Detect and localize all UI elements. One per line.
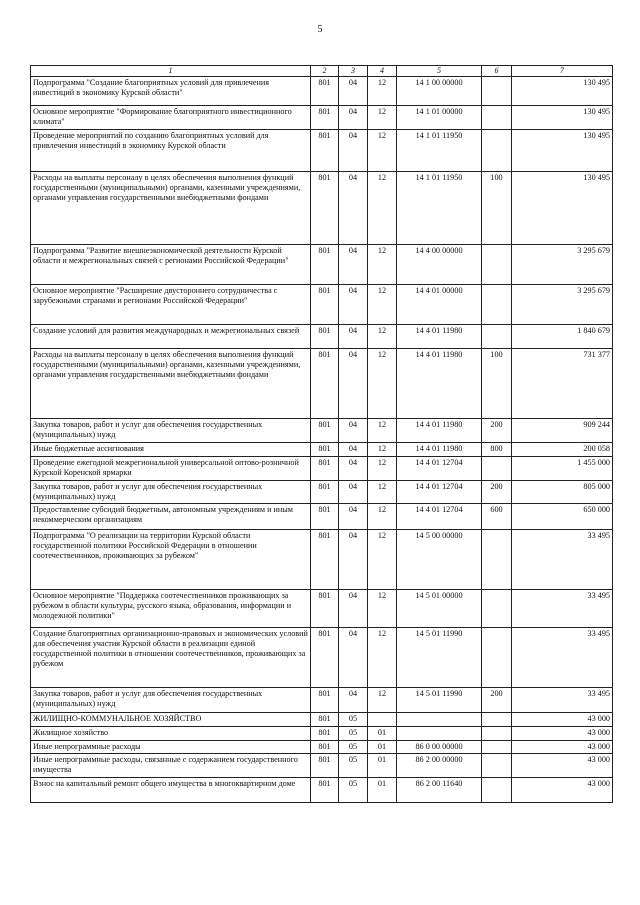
- target-article-code: 14 4 01 11980: [397, 418, 482, 442]
- expense-type-code: [482, 456, 512, 480]
- expense-type-code: 200: [482, 418, 512, 442]
- amount: 33 495: [512, 589, 613, 627]
- subsection-code: 01: [368, 726, 397, 740]
- section-code: 04: [339, 687, 368, 712]
- section-code: 04: [339, 627, 368, 687]
- amount: 650 000: [512, 503, 613, 529]
- target-article-code: [397, 712, 482, 726]
- row-description: Расходы на выплаты персоналу в целях обеспечения выполнения функций государственными (муниципальными) органами, казенными учреждениями, органами управления государственными внебюджетными фондами: [31, 348, 311, 418]
- target-article-code: 14 4 01 12704: [397, 456, 482, 480]
- expense-type-code: [482, 105, 512, 129]
- section-code: 04: [339, 418, 368, 442]
- expense-type-code: [482, 284, 512, 324]
- section-code: 05: [339, 712, 368, 726]
- subsection-code: 12: [368, 418, 397, 442]
- column-number: 7: [512, 66, 613, 77]
- section-code: 04: [339, 503, 368, 529]
- table-row: [31, 753, 613, 777]
- department-code: 801: [311, 284, 339, 324]
- amount: 43 000: [512, 753, 613, 777]
- section-code: 04: [339, 129, 368, 171]
- subsection-code: 12: [368, 589, 397, 627]
- table-row: [31, 244, 613, 284]
- column-number: 5: [397, 66, 482, 77]
- subsection-code: 01: [368, 740, 397, 753]
- amount: 200 058: [512, 442, 613, 456]
- department-code: 801: [311, 740, 339, 753]
- department-code: 801: [311, 456, 339, 480]
- subsection-code: 12: [368, 687, 397, 712]
- section-code: 04: [339, 324, 368, 348]
- department-code: 801: [311, 726, 339, 740]
- expense-type-code: [482, 324, 512, 348]
- target-article-code: 14 1 00 00000: [397, 76, 482, 105]
- section-code: 05: [339, 740, 368, 753]
- subsection-code: 12: [368, 284, 397, 324]
- expense-type-code: [482, 627, 512, 687]
- budget-table: [30, 65, 613, 803]
- row-description: Создание условий для развития международных и межрегиональных связей: [31, 324, 311, 348]
- amount: 43 000: [512, 777, 613, 802]
- row-description: Расходы на выплаты персоналу в целях обеспечения выполнения функций государственными (муниципальными) органами, казенными учреждениями, органами управления государственными внебюджетными фондами: [31, 171, 311, 244]
- amount: 130 495: [512, 76, 613, 105]
- department-code: 801: [311, 129, 339, 171]
- department-code: 801: [311, 687, 339, 712]
- amount: 33 495: [512, 627, 613, 687]
- target-article-code: 14 5 00 00000: [397, 529, 482, 589]
- row-description: Создание благоприятных организационно-правовых и экономических условий для обеспечения участия Курской области в реализации единой государственной политики в отношении соотечественников, проживающих за рубежом: [31, 627, 311, 687]
- column-number: 4: [368, 66, 397, 77]
- table-row: [31, 442, 613, 456]
- department-code: 801: [311, 529, 339, 589]
- row-description: Закупка товаров, работ и услуг для обеспечения государственных (муниципальных) нужд: [31, 687, 311, 712]
- section-code: 04: [339, 529, 368, 589]
- department-code: 801: [311, 589, 339, 627]
- table-row: [31, 726, 613, 740]
- amount: 43 000: [512, 712, 613, 726]
- expense-type-code: [482, 777, 512, 802]
- row-description: Закупка товаров, работ и услуг для обеспечения государственных (муниципальных) нужд: [31, 418, 311, 442]
- section-code: 04: [339, 284, 368, 324]
- subsection-code: 12: [368, 442, 397, 456]
- expense-type-code: [482, 753, 512, 777]
- department-code: 801: [311, 777, 339, 802]
- section-code: 04: [339, 480, 368, 503]
- expense-type-code: [482, 76, 512, 105]
- department-code: 801: [311, 324, 339, 348]
- target-article-code: 14 4 01 11980: [397, 324, 482, 348]
- section-code: 04: [339, 244, 368, 284]
- section-code: 04: [339, 76, 368, 105]
- department-code: 801: [311, 76, 339, 105]
- target-article-code: 14 4 01 00000: [397, 284, 482, 324]
- section-code: 04: [339, 456, 368, 480]
- amount: 731 377: [512, 348, 613, 418]
- section-code: 04: [339, 171, 368, 244]
- subsection-code: 01: [368, 753, 397, 777]
- target-article-code: 14 4 00 00000: [397, 244, 482, 284]
- amount: 1 455 000: [512, 456, 613, 480]
- table-row: [31, 712, 613, 726]
- table-row: [31, 456, 613, 480]
- table-row: [31, 284, 613, 324]
- target-article-code: 14 5 01 11990: [397, 687, 482, 712]
- table-row: [31, 129, 613, 171]
- row-description: Предоставление субсидий бюджетным, автономным учреждениям и иным некоммерческим организациям: [31, 503, 311, 529]
- department-code: 801: [311, 712, 339, 726]
- expense-type-code: 200: [482, 480, 512, 503]
- section-code: 04: [339, 442, 368, 456]
- section-code: 05: [339, 753, 368, 777]
- department-code: 801: [311, 105, 339, 129]
- amount: 909 244: [512, 418, 613, 442]
- row-description: Основное мероприятие "Поддержка соотечественников проживающих за рубежом в области культуры, русского языка, образования, информации и молодежной политики": [31, 589, 311, 627]
- department-code: 801: [311, 418, 339, 442]
- column-number: 3: [339, 66, 368, 77]
- department-code: 801: [311, 753, 339, 777]
- section-code: 05: [339, 777, 368, 802]
- subsection-code: 12: [368, 324, 397, 348]
- page-number: 5: [317, 24, 323, 35]
- amount: 805 000: [512, 480, 613, 503]
- row-description: Проведение мероприятий по созданию благоприятных условий для привлечения инвестиций в экономику Курской области: [31, 129, 311, 171]
- expense-type-code: [482, 726, 512, 740]
- target-article-code: 14 4 01 12704: [397, 503, 482, 529]
- table-row: [31, 105, 613, 129]
- table-row: [31, 348, 613, 418]
- department-code: 801: [311, 627, 339, 687]
- expense-type-code: 800: [482, 442, 512, 456]
- target-article-code: 86 2 00 11640: [397, 777, 482, 802]
- amount: 43 000: [512, 740, 613, 753]
- table-row: [31, 171, 613, 244]
- subsection-code: 12: [368, 456, 397, 480]
- target-article-code: 14 4 01 11980: [397, 348, 482, 418]
- row-description: Подпрограмма "Развитие внешнеэкономической деятельности Курской области и межрегиональных связей с регионами Российской Федерации": [31, 244, 311, 284]
- subsection-code: 12: [368, 348, 397, 418]
- row-description: Основное мероприятие "Расширение двустороннего сотрудничества с зарубежными странами и регионами Российской Федерации": [31, 284, 311, 324]
- target-article-code: 86 2 00 00000: [397, 753, 482, 777]
- row-description: Основное мероприятие "Формирование благоприятного инвестиционного климата": [31, 105, 311, 129]
- table-row: [31, 627, 613, 687]
- amount: 130 495: [512, 171, 613, 244]
- expense-type-code: [482, 129, 512, 171]
- row-description: Подпрограмма "О реализации на территории Курской области государственной политики Российской Федерации в отношении соотечественников, проживающих за рубежом": [31, 529, 311, 589]
- table-row: [31, 503, 613, 529]
- column-number: 6: [482, 66, 512, 77]
- target-article-code: 86 0 00 00000: [397, 740, 482, 753]
- row-description: ЖИЛИЩНО-КОММУНАЛЬНОЕ ХОЗЯЙСТВО: [31, 712, 311, 726]
- section-code: 04: [339, 589, 368, 627]
- section-code: 05: [339, 726, 368, 740]
- subsection-code: 12: [368, 244, 397, 284]
- department-code: 801: [311, 171, 339, 244]
- department-code: 801: [311, 348, 339, 418]
- department-code: 801: [311, 480, 339, 503]
- subsection-code: 12: [368, 171, 397, 244]
- expense-type-code: [482, 529, 512, 589]
- target-article-code: 14 5 01 00000: [397, 589, 482, 627]
- amount: 33 495: [512, 529, 613, 589]
- table-row: [31, 324, 613, 348]
- table-row: [31, 418, 613, 442]
- target-article-code: 14 4 01 11980: [397, 442, 482, 456]
- table-row: [31, 589, 613, 627]
- subsection-code: 12: [368, 480, 397, 503]
- column-number: 2: [311, 66, 339, 77]
- target-article-code: 14 1 01 00000: [397, 105, 482, 129]
- amount: 43 000: [512, 726, 613, 740]
- row-description: Иные непрограммные расходы: [31, 740, 311, 753]
- expense-type-code: [482, 740, 512, 753]
- subsection-code: 12: [368, 529, 397, 589]
- row-description: Взнос на капитальный ремонт общего имущества в многоквартирном доме: [31, 777, 311, 802]
- expense-type-code: 600: [482, 503, 512, 529]
- expense-type-code: [482, 712, 512, 726]
- department-code: 801: [311, 442, 339, 456]
- subsection-code: 12: [368, 76, 397, 105]
- table-row: [31, 76, 613, 105]
- target-article-code: [397, 726, 482, 740]
- expense-type-code: [482, 589, 512, 627]
- target-article-code: 14 5 01 11990: [397, 627, 482, 687]
- table-row: [31, 480, 613, 503]
- amount: 3 295 679: [512, 244, 613, 284]
- subsection-code: 12: [368, 105, 397, 129]
- subsection-code: [368, 712, 397, 726]
- table-row: [31, 777, 613, 802]
- subsection-code: 01: [368, 777, 397, 802]
- expense-type-code: [482, 244, 512, 284]
- department-code: 801: [311, 503, 339, 529]
- target-article-code: 14 4 01 12704: [397, 480, 482, 503]
- expense-type-code: 100: [482, 348, 512, 418]
- amount: 130 495: [512, 129, 613, 171]
- subsection-code: 12: [368, 627, 397, 687]
- amount: 33 495: [512, 687, 613, 712]
- row-description: Подпрограмма "Создание благоприятных условий для привлечения инвестиций в экономику Курской области": [31, 76, 311, 105]
- amount: 1 840 679: [512, 324, 613, 348]
- table-row: [31, 529, 613, 589]
- row-description: Жилищное хозяйство: [31, 726, 311, 740]
- amount: 3 295 679: [512, 284, 613, 324]
- target-article-code: 14 1 01 11950: [397, 129, 482, 171]
- row-description: Проведение ежегодной межрегиональной универсальной оптово-розничной Курской Коренской ярмарки: [31, 456, 311, 480]
- row-description: Закупка товаров, работ и услуг для обеспечения государственных (муниципальных) нужд: [31, 480, 311, 503]
- column-number: 1: [31, 66, 311, 77]
- table-row: [31, 687, 613, 712]
- target-article-code: 14 1 01 11950: [397, 171, 482, 244]
- row-description: Иные непрограммные расходы, связанные с содержанием государственного имущества: [31, 753, 311, 777]
- column-number-row: [31, 66, 613, 77]
- expense-type-code: 200: [482, 687, 512, 712]
- subsection-code: 12: [368, 503, 397, 529]
- table-row: [31, 740, 613, 753]
- section-code: 04: [339, 105, 368, 129]
- department-code: 801: [311, 244, 339, 284]
- section-code: 04: [339, 348, 368, 418]
- expense-type-code: 100: [482, 171, 512, 244]
- subsection-code: 12: [368, 129, 397, 171]
- amount: 130 495: [512, 105, 613, 129]
- row-description: Иные бюджетные ассигнования: [31, 442, 311, 456]
